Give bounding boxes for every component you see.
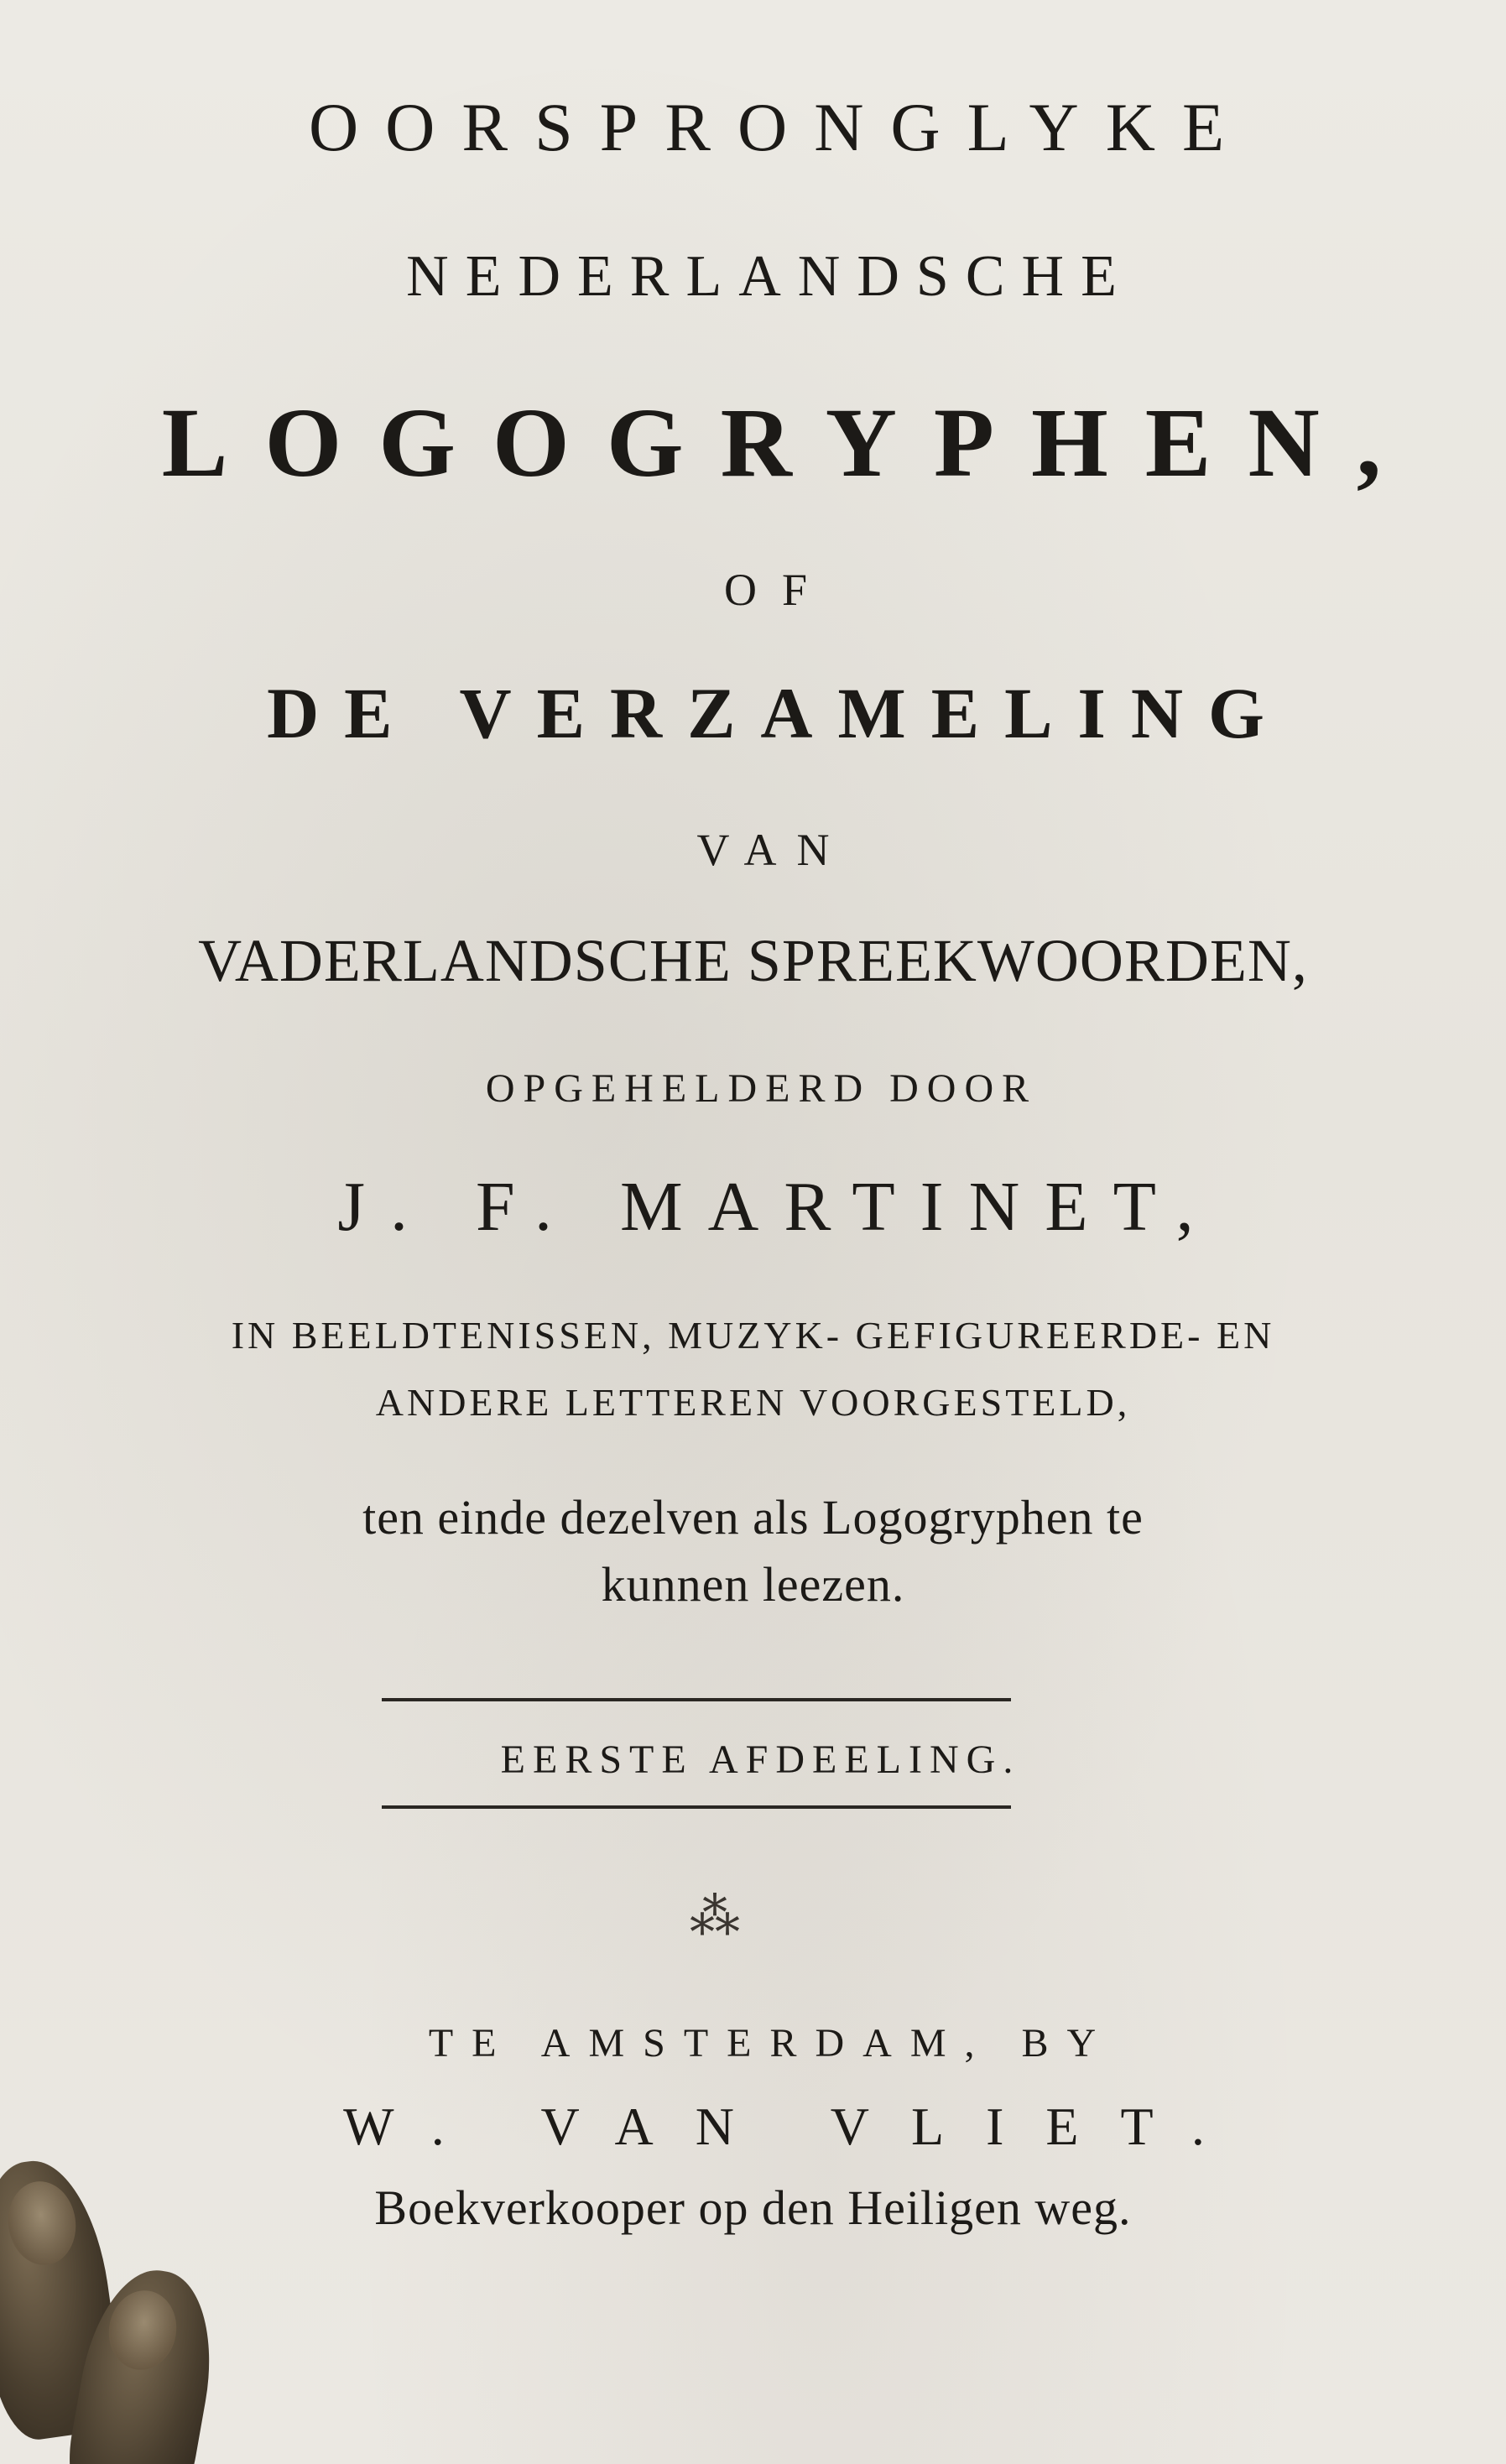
section-rule-top	[382, 1698, 1011, 1701]
imprint-place: TE AMSTERDAM, BY	[428, 2021, 1115, 2065]
imprint-publisher: W. VAN VLIET.	[343, 2097, 1247, 2156]
section-heading: EERSTE AFDEELING.	[500, 1737, 1021, 1782]
description-line-2: ANDERE LETTEREN VOORGESTELD,	[375, 1381, 1131, 1424]
title-line-nederlandsche: NEDERLANDSCHE	[406, 244, 1133, 309]
purpose-line-2: kunnen leezen.	[601, 1557, 905, 1612]
purpose-line-1: ten einde dezelven als Logogryphen te	[362, 1490, 1144, 1545]
title-line-verzameling: DE VERZAMELING	[267, 673, 1290, 753]
title-line-van: VAN	[696, 825, 850, 875]
asterism-ornament-icon: ⁂	[690, 1889, 740, 1945]
imprint-address: Boekverkooper op den Heiligen weg.	[374, 2180, 1132, 2235]
title-line-logogryphen: LOGOGRYPHEN,	[161, 388, 1419, 497]
title-line-of: OF	[723, 565, 833, 615]
title-line-spreekwoorden: VADERLANDSCHE SPREEKWOORDEN,	[198, 927, 1308, 994]
section-rule-bottom	[382, 1805, 1011, 1809]
description-line-1: IN BEELDTENISSEN, MUZYK- GEFIGUREERDE- EN	[231, 1314, 1275, 1357]
title-line-oorspronglyke: OORSPRONGLYKE	[308, 89, 1252, 165]
title-line-opgehelderd: OPGEHELDERD DOOR	[485, 1066, 1038, 1111]
author-name: J. F. MARTINET,	[337, 1168, 1219, 1246]
